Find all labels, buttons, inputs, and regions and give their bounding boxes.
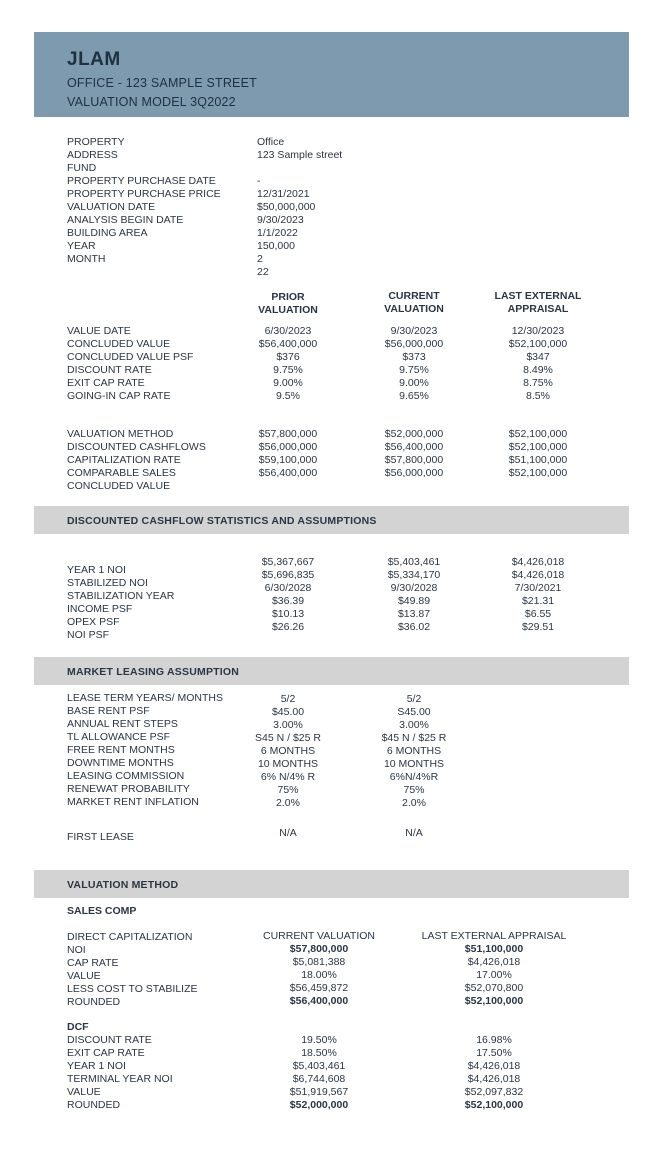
cell: $5,334,170 (387, 569, 441, 581)
cell: $52,100,000 (508, 338, 568, 350)
cell: 9.00% (273, 377, 303, 389)
cell: 6 MONTHS (260, 745, 316, 757)
sales-comp-heading: SALES COMP (67, 905, 137, 917)
cell: $26.26 (271, 621, 305, 633)
market-leasing-prior (248, 693, 328, 810)
cell: $52,000,000 (289, 1099, 349, 1111)
cell: 2.0% (402, 797, 426, 809)
label: FREE RENT MONTHS (67, 744, 175, 756)
cell: 6%N/4%R (389, 771, 439, 783)
cell: 9.75% (273, 364, 303, 376)
cell: $21.31 (521, 595, 555, 607)
cell: 6/30/2023 (264, 325, 312, 337)
method-current (374, 428, 454, 480)
cell: 10 MONTHS (257, 758, 319, 770)
report-subtitle-property: OFFICE - 123 SAMPLE STREET (67, 76, 257, 90)
label: VALUE (67, 1086, 101, 1098)
cell: $56,000,000 (258, 441, 318, 453)
cell: $52,000,000 (384, 428, 444, 440)
cell: $52,070,800 (464, 982, 524, 994)
label: COMPARABLE SALES (67, 467, 176, 479)
cell: $57,800,000 (289, 943, 349, 955)
cell: $6.55 (524, 608, 552, 620)
cell: $5,081,388 (292, 956, 346, 968)
cell: 9.75% (399, 364, 429, 376)
cell: $5,403,461 (292, 1060, 346, 1072)
property-info-labels (67, 136, 221, 266)
label: PROPERTY PURCHASE DATE (67, 175, 216, 187)
label: DISCOUNTED CASHFLOWS (67, 441, 206, 453)
value: 1/1/2022 (257, 227, 298, 239)
label: CONCLUDED VALUE (67, 480, 171, 492)
method-last (488, 428, 588, 480)
label: PROPERTY PURCHASE PRICE (67, 188, 221, 200)
cell: 10 MONTHS (383, 758, 445, 770)
cell: 75% (277, 784, 299, 796)
label: FUND (67, 162, 97, 174)
label: ANALYSIS BEGIN DATE (67, 214, 184, 226)
label: CONCLUDED VALUE (67, 338, 171, 350)
market-leasing-labels (67, 692, 223, 809)
label: DOWNTIME MONTHS (67, 757, 174, 769)
method-prior (248, 428, 328, 480)
cell: 75% (403, 784, 425, 796)
cell: $52,100,000 (508, 467, 568, 479)
cell: 6 MONTHS (386, 745, 442, 757)
label: VALUE (67, 970, 101, 982)
cell: 8.5% (526, 390, 550, 402)
dcf-stats-prior (248, 556, 328, 634)
label: BASE RENT PSF (67, 705, 150, 717)
label: VALUE DATE (67, 325, 131, 337)
label: NOI PSF (67, 629, 110, 641)
cell: 5/2 (406, 693, 422, 705)
cell: $56,000,000 (384, 338, 444, 350)
value-current (374, 325, 454, 403)
cell: $4,426,018 (511, 556, 565, 568)
cell: 9.5% (276, 390, 300, 402)
cell: 3.00% (399, 719, 429, 731)
cell: 9/30/2023 (390, 325, 438, 337)
label: EXIT CAP RATE (67, 377, 145, 389)
market-leasing-current (374, 693, 454, 810)
cell: $45.00 (271, 706, 305, 718)
label: STABILIZED NOI (67, 577, 148, 589)
dcf-stats-current (374, 556, 454, 634)
direct-cap-current (250, 943, 388, 1008)
cell: S45.00 (397, 706, 431, 718)
cell: 9.00% (399, 377, 429, 389)
label: CAPITALIZATION RATE (67, 454, 181, 466)
cell: $52,097,832 (464, 1086, 524, 1098)
label: LEASING COMMISSION (67, 770, 185, 782)
label: DISCOUNT RATE (67, 1034, 152, 1046)
cell: 8.49% (523, 364, 553, 376)
label: MONTH (67, 253, 106, 265)
label: YEAR (67, 240, 96, 252)
label: LEASE TERM YEARS/ MONTHS (67, 692, 223, 704)
label: VALUATION DATE (67, 201, 156, 213)
cell: 5/2 (280, 693, 296, 705)
column-header-prior: PRIOR VALUATION (258, 291, 318, 316)
cell: $347 (526, 351, 550, 363)
cell: $29.51 (521, 621, 555, 633)
section-band-dcf-stats (34, 506, 629, 534)
cell: $51,100,000 (464, 943, 524, 955)
cell: $56,459,872 (289, 982, 349, 994)
column-header-current-valuation: CURRENT VALUATION (262, 930, 375, 942)
value: Office (257, 136, 285, 148)
cell: 18.00% (301, 969, 337, 981)
report-title: JLAM (67, 49, 121, 70)
cell: $45 N / $25 R (381, 732, 447, 744)
label: PROPERTY (67, 136, 125, 148)
cell: 19.50% (301, 1034, 337, 1046)
first-lease-label: FIRST LEASE (67, 831, 134, 843)
report-subtitle-model: VALUATION MODEL 3Q2022 (67, 95, 236, 109)
cell: S45 N / $25 R (255, 732, 321, 744)
label: EXIT CAP RATE (67, 1047, 145, 1059)
label: OPEX PSF (67, 616, 120, 628)
value-prior (248, 325, 328, 403)
value (257, 162, 342, 175)
cell: $52,100,000 (464, 995, 524, 1007)
value-last (488, 325, 588, 403)
cell: $49.89 (397, 595, 431, 607)
cell: 7/30/2021 (514, 582, 562, 594)
label: YEAR 1 NOI (67, 564, 126, 576)
section-heading: DISCOUNTED CASHFLOW STATISTICS AND ASSUMPTIONS (67, 515, 377, 527)
value: 2 (257, 253, 263, 265)
column-header-last-external-appraisal: LAST EXTERNAL APPRAISAL (421, 930, 567, 942)
cell: $376 (276, 351, 300, 363)
cell: $5,367,667 (261, 556, 315, 568)
cell: 17.50% (476, 1047, 512, 1059)
label: ANNUAL RENT STEPS (67, 718, 178, 730)
label: RENEWAT PROBABILITY (67, 783, 190, 795)
label: VALUATION METHOD (67, 428, 174, 440)
section-heading: MARKET LEASING ASSUMPTION (67, 666, 240, 678)
cell: 6/30/2028 (264, 582, 312, 594)
cell: $36.02 (397, 621, 431, 633)
cell: $52,100,000 (508, 428, 568, 440)
dcf-labels (67, 1034, 173, 1112)
cell: $56,400,000 (289, 995, 349, 1007)
label: YEAR 1 NOI (67, 1060, 126, 1072)
cell: $4,426,018 (511, 569, 565, 581)
value: - (257, 175, 261, 187)
cell: $56,400,000 (258, 338, 318, 350)
cell: $36.39 (271, 595, 305, 607)
label: INCOME PSF (67, 603, 133, 615)
label: ROUNDED (67, 1099, 121, 1111)
dcf-last (414, 1034, 574, 1112)
cell: $52,100,000 (464, 1099, 524, 1111)
cell: $4,426,018 (467, 956, 521, 968)
cell: $373 (402, 351, 426, 363)
cell: $51,100,000 (508, 454, 568, 466)
column-header-current: CURRENT VALUATION (384, 290, 444, 315)
property-info-values (257, 136, 342, 279)
section-band-valuation-method (34, 870, 629, 898)
column-header-last: LAST EXTERNAL APPRAISAL (494, 290, 582, 315)
cell: 18.50% (301, 1047, 337, 1059)
dcf-stats-labels (67, 564, 174, 642)
cell: $5,403,461 (387, 556, 441, 568)
label: GOING-IN CAP RATE (67, 390, 171, 402)
value-labels (67, 325, 193, 403)
cell: $5,696,835 (261, 569, 315, 581)
value: 123 Sample street (257, 149, 343, 161)
direct-cap-labels (67, 931, 198, 1009)
cell: $56,000,000 (384, 467, 444, 479)
label: CONCLUDED VALUE PSF (67, 351, 194, 363)
dcf-heading: DCF (67, 1021, 89, 1033)
report-header (34, 32, 629, 117)
cell: $59,100,000 (258, 454, 318, 466)
method-labels (67, 428, 206, 493)
label: LESS COST TO STABILIZE (67, 983, 198, 995)
cell: $6,744,608 (292, 1073, 346, 1085)
label: STABILIZATION YEAR (67, 590, 175, 602)
cell: $56,400,000 (258, 467, 318, 479)
cell: 16.98% (476, 1034, 512, 1046)
cell: $52,100,000 (508, 441, 568, 453)
cell: $51,919,567 (289, 1086, 349, 1098)
cell: 8.75% (523, 377, 553, 389)
cell: $13.87 (397, 608, 431, 620)
value: 12/31/2021 (257, 188, 310, 200)
label: MARKET RENT INFLATION (67, 796, 199, 808)
label: ROUNDED (67, 996, 121, 1008)
cell: 2.0% (276, 797, 300, 809)
value: $50,000,000 (257, 201, 316, 213)
value: 9/30/2023 (257, 214, 304, 226)
cell: $56,400,000 (384, 441, 444, 453)
cell: $4,426,018 (467, 1060, 521, 1072)
cell: $57,800,000 (384, 454, 444, 466)
cell: 3.00% (273, 719, 303, 731)
label: NOI (67, 944, 86, 956)
label: CAP RATE (67, 957, 119, 969)
cell: 9/30/2028 (390, 582, 438, 594)
dcf-current (250, 1034, 388, 1112)
label: DIRECT CAPITALIZATION (67, 931, 193, 943)
cell: $4,426,018 (467, 1073, 521, 1085)
label: ADDRESS (67, 149, 118, 161)
first-lease-prior: N/A (279, 827, 297, 839)
section-band-market-leasing (34, 657, 629, 685)
label: BUILDING AREA (67, 227, 148, 239)
cell: 17.00% (476, 969, 512, 981)
cell: 9.65% (399, 390, 429, 402)
label: TL ALLOWANCE PSF (67, 731, 171, 743)
cell: 12/30/2023 (511, 325, 565, 337)
dcf-stats-last (488, 556, 588, 634)
cell: 6% N/4% R (260, 771, 316, 783)
section-heading: VALUATION METHOD (67, 879, 179, 891)
value: 150,000 (257, 240, 295, 252)
cell: $10.13 (271, 608, 305, 620)
value: 22 (257, 266, 269, 278)
first-lease-current: N/A (405, 827, 423, 839)
direct-cap-last (414, 943, 574, 1008)
label: DISCOUNT RATE (67, 364, 152, 376)
cell: $57,800,000 (258, 428, 318, 440)
label: TERMINAL YEAR NOI (67, 1073, 173, 1085)
